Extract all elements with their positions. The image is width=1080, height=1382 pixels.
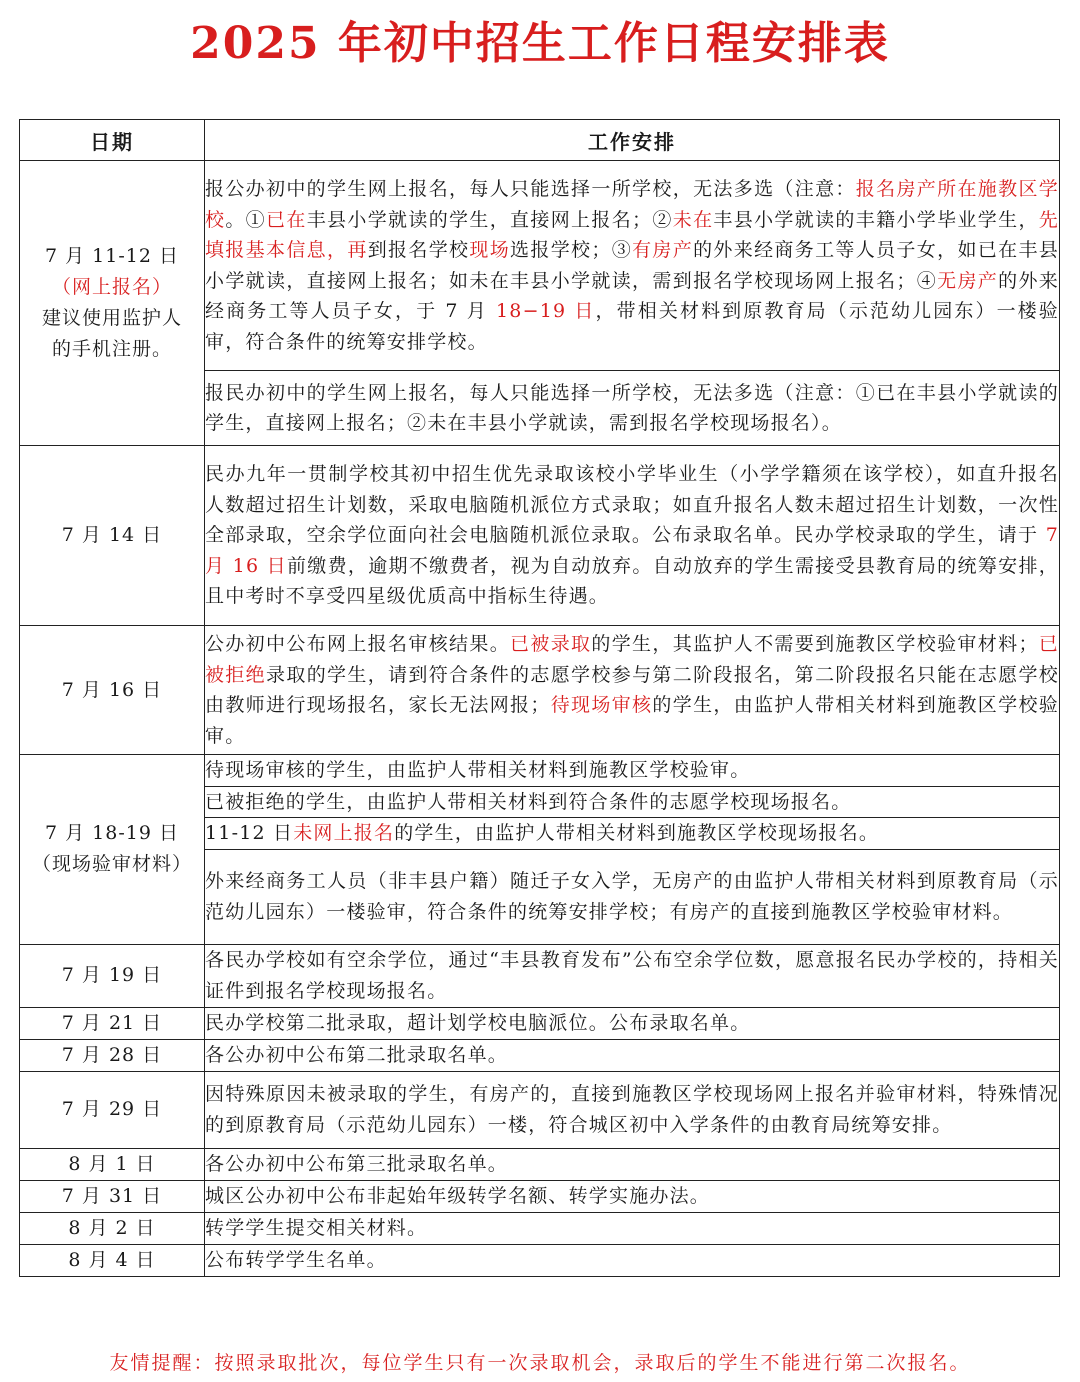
work-text: 到报名学校 xyxy=(367,239,470,261)
highlight-text: 已在 xyxy=(266,208,307,231)
highlight-text: 先填报基本信息，再 xyxy=(205,208,1059,261)
work-text: 转学学生提交相关材料。 xyxy=(205,1216,428,1239)
friendly-reminder: 友情提醒：按照录取批次，每位学生只有一次录取机会，录取后的学生不能进行第二次报名。 xyxy=(109,1352,971,1374)
work-cell xyxy=(205,818,1060,850)
date-cell xyxy=(20,161,205,446)
date-cell xyxy=(20,446,205,626)
table-row xyxy=(20,1039,1060,1071)
work-text: 的学生，其监护人不需要到施教区学校验审材料； xyxy=(591,633,1039,655)
work-text: 因特殊原因未被录取的学生，有房产的，直接到施教区学校现场网上报名并验审材料，特殊情况的到原教育局（示范幼儿园东）一楼，符合城区初中入学条件的由教育局统筹安排。 xyxy=(205,1083,1059,1136)
date-line: 7 月 21 日 xyxy=(61,1011,163,1034)
table-row xyxy=(20,944,1060,1007)
work-text: 的外来经商务工等人员子女，如已在丰县小学就读，直接网上报名；如未在丰县小学就读，需到报名学校现场网上报名；④ xyxy=(205,239,1059,292)
highlight-text: 已被拒绝 xyxy=(205,633,1059,686)
date-cell xyxy=(20,755,205,945)
table-row xyxy=(20,1212,1060,1244)
work-text: 的学生，由监护人带相关材料到施教区学校验审。 xyxy=(205,694,1059,747)
work-text: 11-12 日 xyxy=(205,822,294,844)
date-cell xyxy=(20,1148,205,1180)
work-text: ，带相关材料到原教育局（示范幼儿园东）一楼验审，符合条件的统筹安排学校。 xyxy=(205,300,1059,353)
work-text: 丰县小学就读的丰籍小学毕业学生， xyxy=(713,208,1039,231)
highlight-text: 未在 xyxy=(672,208,714,231)
work-cell xyxy=(205,944,1060,1007)
date-line: 7 月 14 日 xyxy=(61,524,163,546)
date-line: 7 月 18-19 日 xyxy=(45,822,179,845)
work-cell xyxy=(205,755,1060,787)
work-cell xyxy=(205,161,1060,371)
date-cell xyxy=(20,1180,205,1212)
work-cell xyxy=(205,1244,1060,1276)
work-text: 已被拒绝的学生，由监护人带相关材料到符合条件的志愿学校现场报名。 xyxy=(205,790,852,813)
date-cell xyxy=(20,1071,205,1148)
table-row xyxy=(20,1007,1060,1039)
date-line: 8 月 1 日 xyxy=(68,1152,156,1175)
table-row xyxy=(20,755,1060,787)
highlight-text: 现场 xyxy=(469,239,511,261)
work-text: 丰县小学就读的学生，直接网上报名；② xyxy=(306,208,673,231)
work-text: 前缴费，逾期不缴费者，视为自动放弃。自动放弃的学生需接受县教育局的统筹安排，且中考时不享受四星级优质高中指标生待遇。 xyxy=(205,554,1059,608)
work-cell xyxy=(205,626,1060,755)
table-row xyxy=(20,1180,1060,1212)
table-row xyxy=(20,626,1060,755)
date-line: 7 月 31 日 xyxy=(61,1184,163,1207)
work-text: 报民办初中的学生网上报名，每人只能选择一所学校，无法多选（注意：①已在丰县小学就读的学生，直接网上报名；②未在丰县小学就读，需到报名学校现场报名）。 xyxy=(205,381,1059,434)
work-text: 民办九年一贯制学校其初中招生优先录取该校小学毕业生（小学学籍须在该学校），如直升报名人数超过招生计划数，采取电脑随机派位方式录取；如直升报名人数未超过招生计划数，一次性全部录取，空余学位面向社会电脑随机派位录取。公布录取名单。民办学校录取的学生，请于 xyxy=(205,463,1059,547)
date-line: 8 月 4 日 xyxy=(68,1248,156,1271)
date-line: （网上报名） xyxy=(51,276,172,298)
table-row xyxy=(20,161,1060,371)
date-line: 7 月 19 日 xyxy=(61,964,163,986)
schedule-table xyxy=(19,119,1060,1277)
highlight-text: 无房产 xyxy=(937,269,999,292)
date-cell xyxy=(20,944,205,1007)
highlight-text: 有房产 xyxy=(632,239,694,261)
date-cell xyxy=(20,1212,205,1244)
date-cell xyxy=(20,1244,205,1276)
header-work: 工作安排 xyxy=(205,120,1060,161)
table-row xyxy=(20,446,1060,626)
work-text: 外来经商务工人员（非丰县户籍）随迁子女入学，无房产的由监护人带相关材料到原教育局（示范幼儿园东）一楼验审，符合条件的统筹安排学校；有房产的直接到施教区学校验审材料。 xyxy=(205,870,1059,923)
table-row xyxy=(20,1244,1060,1276)
work-cell xyxy=(205,786,1060,818)
page-title: 2025 年初中招生工作日程安排表 xyxy=(190,18,890,69)
date-line: 建议使用监护人 xyxy=(41,307,182,329)
date-line: （现场验审材料） xyxy=(31,853,192,876)
work-cell xyxy=(205,849,1060,944)
work-cell xyxy=(205,1039,1060,1071)
work-text: 各公办初中公布第二批录取名单。 xyxy=(205,1043,509,1066)
header-date: 日期 xyxy=(20,120,205,161)
work-text: 公办初中公布网上报名审核结果。 xyxy=(205,633,511,655)
work-cell xyxy=(205,1212,1060,1244)
highlight-text: 7 月 16 日 xyxy=(205,524,1059,577)
table-header-row xyxy=(20,120,1060,161)
date-line: 7 月 16 日 xyxy=(61,678,163,701)
work-text: 的学生，由监护人带相关材料到施教区学校现场报名。 xyxy=(394,822,880,844)
work-text: 城区公办初中公布非起始年级转学名额、转学实施办法。 xyxy=(205,1184,711,1207)
date-cell xyxy=(20,1007,205,1039)
work-text: 待现场审核的学生，由监护人带相关材料到施教区学校验审。 xyxy=(205,759,751,781)
date-cell xyxy=(20,626,205,755)
work-text: 报公办初中的学生网上报名，每人只能选择一所学校，无法多选（注意： xyxy=(205,178,856,200)
highlight-text: 报名房产所在施教区学校 xyxy=(205,178,1059,231)
work-text: 。① xyxy=(225,208,267,231)
highlight-text: 待现场审核 xyxy=(550,694,653,716)
work-text: 民办学校第二批录取，超计划学校电脑派位。公布录取名单。 xyxy=(205,1011,751,1034)
date-line: 7 月 11-12 日 xyxy=(45,245,179,267)
work-text: 各民办学校如有空余学位，通过“丰县教育发布”公布空余学位数，愿意报名民办学校的，持相关证件到报名学校现场报名。 xyxy=(205,949,1059,1002)
work-text: 的外来经商务工等人员子女，于 7 月 xyxy=(205,269,1059,322)
work-cell xyxy=(205,1071,1060,1148)
work-text: 录取的学生，请到符合条件的志愿学校参与第二阶段报名，第二阶段报名只能在志愿学校由教师进行现场报名，家长无法网报； xyxy=(205,663,1059,716)
work-cell xyxy=(205,446,1060,626)
work-cell xyxy=(205,1007,1060,1039)
highlight-text: 18−19 日 xyxy=(496,300,596,322)
work-cell xyxy=(205,1180,1060,1212)
highlight-text: 未网上报名 xyxy=(293,822,395,844)
date-line: 7 月 29 日 xyxy=(61,1098,163,1120)
work-cell xyxy=(205,371,1060,446)
date-line: 的手机注册。 xyxy=(51,338,172,360)
table-row xyxy=(20,1071,1060,1148)
date-line: 7 月 28 日 xyxy=(61,1043,163,1066)
work-cell xyxy=(205,1148,1060,1180)
date-cell xyxy=(20,1039,205,1071)
date-line: 8 月 2 日 xyxy=(68,1216,156,1239)
work-text: 各公办初中公布第三批录取名单。 xyxy=(205,1152,509,1175)
work-text: 选报学校；③ xyxy=(510,239,633,261)
table-row xyxy=(20,1148,1060,1180)
schedule-body xyxy=(20,161,1060,1277)
highlight-text: 已被录取 xyxy=(510,633,592,655)
work-text: 公布转学学生名单。 xyxy=(205,1248,387,1271)
